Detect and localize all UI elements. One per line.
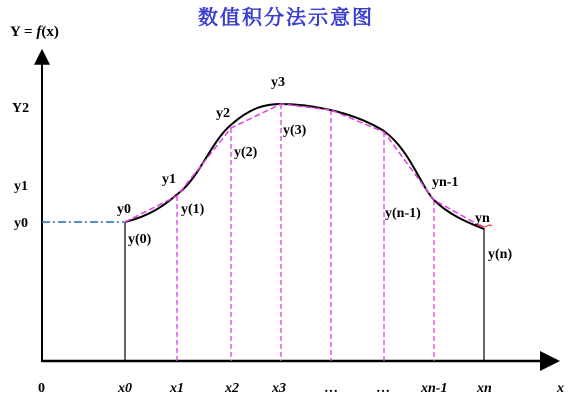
x-tick-x2: x2: [225, 381, 239, 396]
ordinate-label-y2: y(2): [234, 145, 258, 160]
point-label-y2: y2: [216, 106, 230, 121]
ordinate-label-y0: y(0): [128, 232, 152, 247]
x-tick-x0: x0: [118, 381, 132, 396]
y-tick-y1: y1: [14, 179, 28, 194]
x-tick-xn-1: xn-1: [421, 381, 448, 396]
ordinate-label-y1: y(1): [181, 202, 205, 217]
x-tick-xn: xn: [477, 381, 492, 396]
y-tick-Y2: Y2: [12, 101, 30, 116]
point-label-yn: yn: [475, 211, 490, 226]
x-tick-x1: x1: [170, 381, 184, 396]
point-label-yn-1: yn-1: [432, 175, 459, 190]
point-label-y3: y3: [271, 75, 285, 90]
x-axis-label: x: [557, 381, 564, 396]
x-tick-ellipsis-1: …: [324, 381, 338, 396]
y-tick-y0: y0: [14, 216, 28, 231]
ordinate-label-yn-1: y(n-1): [385, 206, 421, 221]
x-tick-ellipsis-2: …: [376, 381, 390, 396]
ordinate-label-y3: y(3): [283, 123, 307, 138]
ordinate-label-yn: y(n): [488, 247, 513, 262]
x-tick-x3: x3: [272, 381, 286, 396]
point-label-y0: y0: [117, 202, 131, 217]
y-axis-label: Y = f(x): [10, 24, 59, 40]
point-label-y1: y1: [162, 172, 176, 187]
diagram-title: 数值积分法示意图: [198, 5, 374, 29]
origin-label: 0: [38, 381, 45, 396]
